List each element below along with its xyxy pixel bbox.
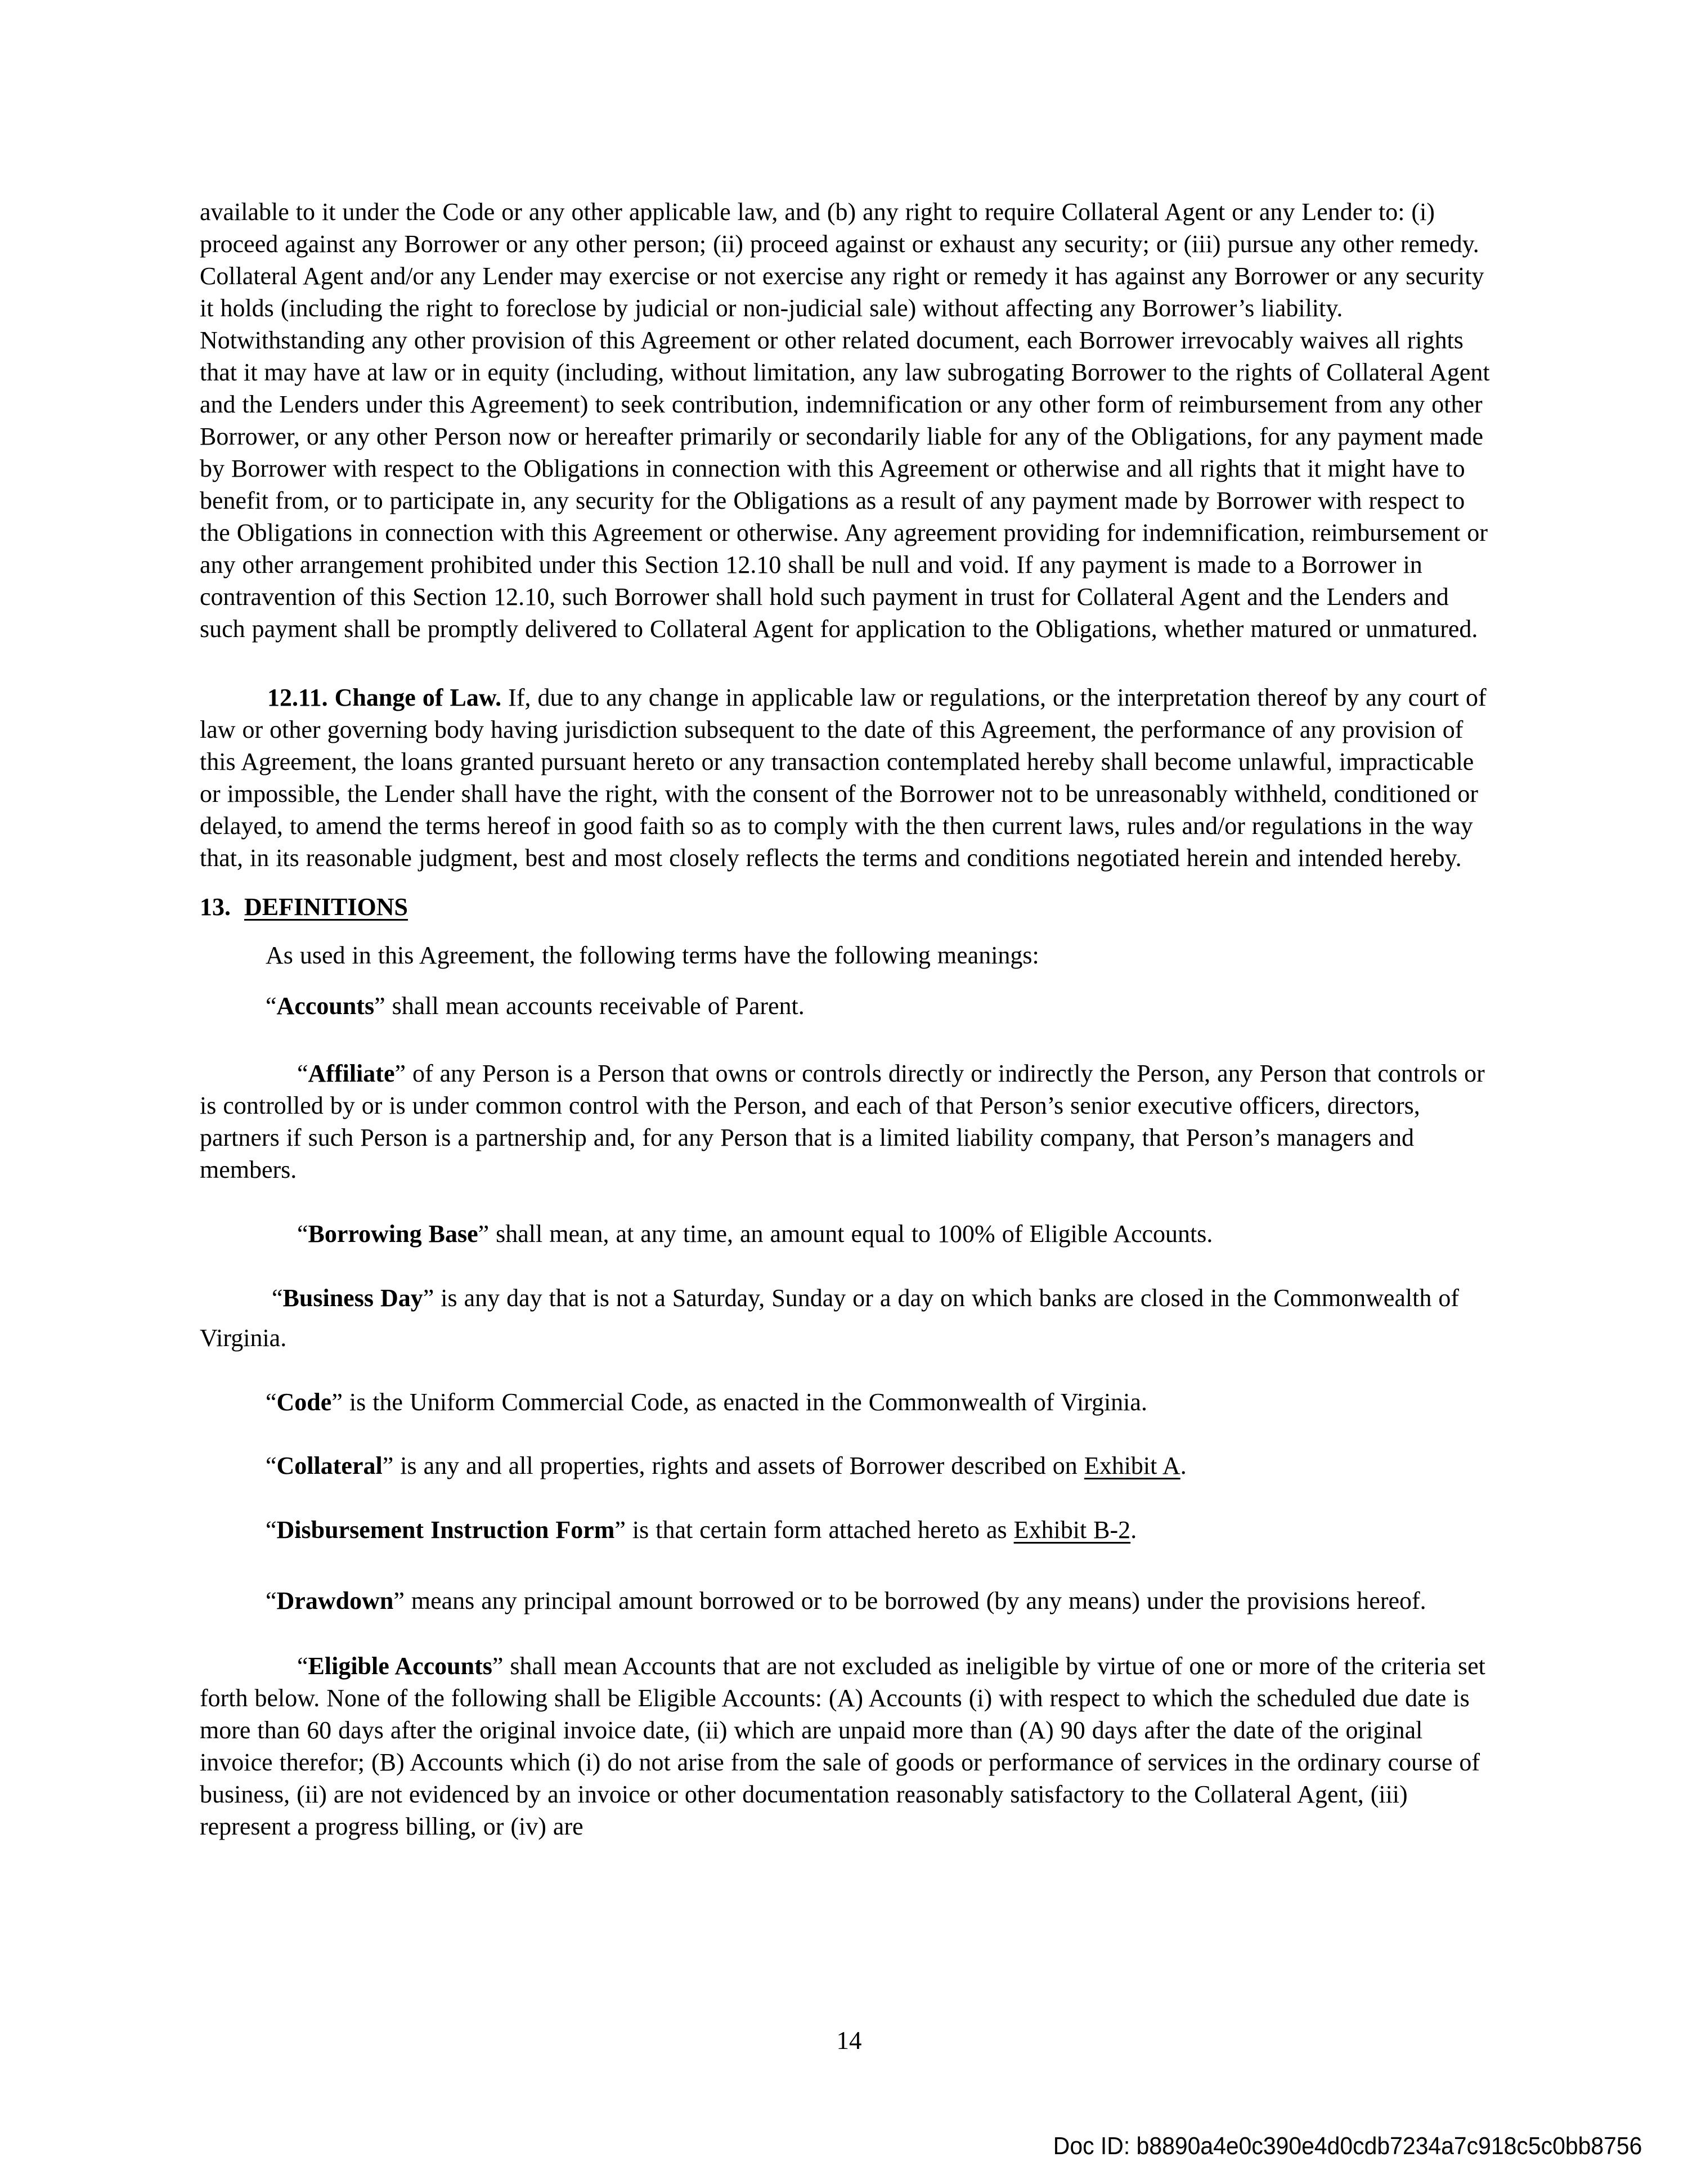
bold-term: 12.11. Change of Law. [267,684,502,711]
definition-disbursement-instruction-form [200,1514,1498,1546]
text-run: ” shall mean, at any time, an amount equal to 100% of Eligible Accounts. [478,1220,1213,1248]
text-run: “ [266,1452,277,1479]
definition-borrowing-base [200,1218,1498,1250]
bold-term: 13. [200,893,244,921]
text-run: ” is the Uniform Commercial Code, as enacted in the Commonwealth of Virginia. [331,1388,1147,1416]
text-run: “ [297,1060,308,1087]
bold-term: Business Day [282,1284,423,1312]
bold-term: Disbursement Instruction Form [276,1516,615,1544]
definition-code [200,1386,1498,1418]
text-run: . [1130,1516,1137,1544]
text-run: If, due to any change in applicable law or regulations, or the interpretation thereof by any court of law or other governing body having jurisdiction subsequent to the date of this Agreement, the performance of any provision of this Agreement, the loans granted pursuant hereto or any transaction contemplated hereby shall become unlawful, impracticable or impossible, the Lender shall have the right, with the consent of the Borrower not to be unreasonably withheld, conditioned or delayed, to amend the terms hereof in good faith so as to comply with the then current laws, rules and/or regulations in the way that, in its reasonable judgment, best and most closely reflects the terms and conditions negotiated herein and intended hereby. [200,684,1487,872]
text-run: ” shall mean Accounts that are not excluded as ineligible by virtue of one or more of the criteria set forth below. None of the following shall be Eligible Accounts: (A) Accounts (i) with respect to which the scheduled due date is more than 60 days after the original invoice date, (ii) which are unpaid more than (A) 90 days after the date of the original invoice therefor; (B) Accounts which (i) do not arise from the sale of goods or performance of services in the ordinary course of business, (ii) are not evidenced by an invoice or other documentation reasonably satisfactory to the Collateral Agent, (iii) represent a progress billing, or (iv) are [200,1652,1485,1840]
bold-term: Affiliate [308,1060,395,1087]
doc-id-footer: Doc ID: b8890a4e0c390e4d0cdb7234a7c918c5c0bb8756 [1053,2132,1642,2160]
underlined-text: Exhibit B-2 [1013,1516,1131,1544]
text-run: ” shall mean accounts receivable of Parent. [374,992,805,1020]
bold-term: Collateral [276,1452,383,1479]
text-run: “ [272,1284,283,1312]
bold-term: Code [276,1388,332,1416]
definition-collateral [200,1450,1498,1482]
section-12-11-change-of-law [200,681,1498,874]
definition-accounts [200,990,1498,1022]
text-run: ” is any and all properties, rights and assets of Borrower described on [382,1452,1084,1479]
text-run: ” is that certain form attached hereto as [614,1516,1014,1544]
text-run: available to it under the Code or any other applicable law, and (b) any right to require Collateral Agent or any Lender to: (i) proceed against any Borrower or any other person; (ii) proceed against or exhaust any security; or (iii) pursue any other remedy. Collateral Agent and/or any Lender may exercise or not exercise any right or remedy it has against any Borrower or any security it holds (including the right to foreclose by judicial or non-judicial sale) without affecting any Borrower’s liability. Notwithstanding any other provision of this Agreement or other related document, each Borrower irrevocably waives all rights that it may have at law or in equity (including, without limitation, any law subrogating Borrower to the rights of Collateral Agent and the Lenders under this Agreement) to seek contribution, indemnification or any other form of reimbursement from any other Borrower, or any other Person now or hereafter primarily or secondarily liable for any of the Obligations, for any payment made by Borrower with respect to the Obligations in connection with this Agreement or otherwise and all rights that it might have to benefit from, or to participate in, any security for the Obligations as a result of any payment made by Borrower with respect to the Obligations in connection with this Agreement or otherwise. Any agreement providing for indemnification, reimbursement or any other arrangement prohibited under this Section 12.10 shall be null and void. If any payment is made to a Borrower in contravention of this Section 12.10, such Borrower shall hold such payment in trust for Collateral Agent and the Lenders and such payment shall be promptly delivered to Collateral Agent for application to the Obligations, whether matured or unmatured. [200,198,1490,643]
text-run: ” of any Person is a Person that owns or controls directly or indirectly the Person, any Person that controls or is controlled by or is under common control with the Person, and each of that Person’s senior executive officers, directors, partners if such Person is a partnership and, for any Person that is a limited liability company, that Person’s managers and members. [200,1060,1485,1183]
text-run: . [1180,1452,1187,1479]
bold-term: Accounts [276,992,375,1020]
definition-eligible-accounts [200,1650,1498,1842]
text-run: As used in this Agreement, the following terms have the following meanings: [266,941,1039,969]
underlined-text: Exhibit A [1084,1452,1180,1479]
text-run: “ [266,1516,277,1544]
text-run: “ [297,1220,308,1248]
page-number: 14 [836,2026,862,2055]
paragraph-definitions-intro [200,939,1498,971]
bold-term: Drawdown [276,1587,394,1615]
page-body [200,196,1498,1842]
underlined-text: DEFINITIONS [244,893,408,921]
definition-affiliate [200,1057,1498,1186]
text-run: “ [266,992,277,1020]
bold-term: Borrowing Base [308,1220,478,1248]
paragraph-12-10-continuation [200,196,1498,645]
text-run: ” is any day that is not a Saturday, Sunday or a day on which banks are closed in the Commonwealth of Virginia. [200,1284,1460,1352]
text-run: ” means any principal amount borrowed or to be borrowed (by any means) under the provisions hereof. [393,1587,1426,1615]
bold-term: Eligible Accounts [308,1652,492,1680]
definition-business-day [200,1278,1498,1358]
definition-drawdown [200,1582,1498,1620]
heading-13-definitions [200,891,1498,923]
text-run: “ [297,1652,308,1680]
text-run: “ [266,1388,277,1416]
text-run: “ [266,1587,277,1615]
